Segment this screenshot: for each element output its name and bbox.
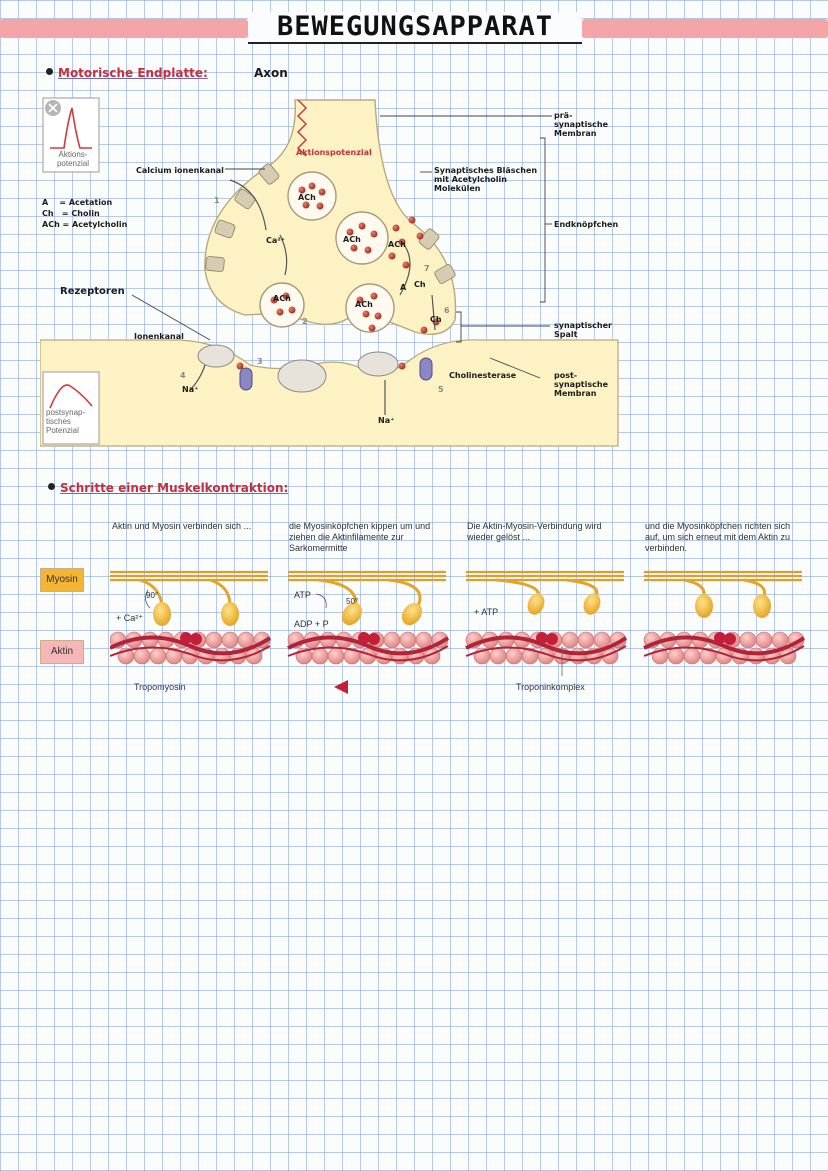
label-ch-2: Ch (430, 315, 442, 324)
label-ca-muscle: + Ca²⁺ (116, 613, 144, 623)
label-ach-5: ACh (355, 300, 373, 309)
muscle-panels (110, 566, 810, 676)
muscle-panel-4 (644, 572, 804, 664)
legend-ch: Ch = Cholin (42, 209, 100, 218)
step-number-7: 7 (424, 264, 430, 273)
label-50-deg: 50° (346, 597, 359, 606)
label-aktionspotenzial: Aktionspotenzial (296, 148, 372, 157)
label-ach-3: ACh (388, 240, 406, 249)
label-aktions-icon: Aktions- potenzial (56, 150, 90, 168)
title-bar-left (0, 19, 248, 38)
pull-arrow-head (334, 680, 350, 694)
postsynaptic-cell (40, 340, 618, 446)
step-number-3: 3 (257, 357, 263, 366)
presynaptic-terminal (205, 100, 456, 334)
label-ach-2: ACh (343, 235, 361, 244)
page-title: BEWEGUNGSAPPARAT (248, 12, 582, 44)
label-90-deg: 90° (146, 591, 159, 600)
endplate-diagram (40, 60, 620, 450)
step-number-5: 5 (438, 385, 444, 394)
label-ionenkanal: Ionenkanal (134, 332, 184, 341)
label-cholinesterase: Cholinesterase (449, 371, 517, 380)
step-number-2: 2 (302, 317, 308, 326)
label-postsyn-icon: postsynap- tisches Potenzial (46, 408, 86, 435)
label-ach-1: ACh (298, 193, 316, 202)
endplate-svg (40, 60, 620, 450)
step-number-4: 4 (180, 371, 186, 380)
label-prae-membran: prä- synaptische Membran (554, 111, 608, 138)
step-number-1: 1 (214, 196, 220, 205)
step-caption-3: Die Aktin-Myosin-Verbindung wird wieder gelöst ... (467, 521, 602, 542)
label-na-1: Na⁺ (182, 385, 199, 394)
label-adp: ADP + P (294, 619, 329, 629)
step-caption-4: und die Myosinköpfchen richten sich auf, um sich erneut mit dem Aktin zu verbinden. (645, 521, 791, 553)
legend-a: A = Acetation (42, 198, 113, 207)
label-tropomyosin: Tropomyosin (134, 682, 186, 692)
step-number-6: 6 (444, 306, 450, 315)
label-calcium-channel: Calcium ionenkanal (136, 166, 224, 175)
label-atp: ATP (294, 590, 311, 600)
legend-aktin: Aktin (40, 640, 84, 664)
section-heading-endplate: Motorische Endplatte: (58, 66, 208, 80)
label-na-2: Na⁺ (378, 416, 395, 425)
label-rezeptoren: Rezeptoren (60, 286, 125, 297)
label-ach-4: ACh (273, 294, 291, 303)
title-bar-right (582, 19, 828, 38)
label-vesicle: Synaptisches Bläschen mit Acetylcholin Molekülen (434, 166, 538, 193)
bullet (48, 483, 55, 490)
legend-ach: ACh = Acetylcholin (42, 220, 128, 229)
label-ca: Ca²⁺ (266, 236, 285, 245)
step-caption-1: Aktin und Myosin verbinden sich ... (112, 521, 252, 531)
label-plus-atp: + ATP (474, 607, 499, 617)
section-heading-muscle: Schritte einer Muskelkontraktion: (60, 481, 289, 495)
legend-myosin: Myosin (40, 568, 84, 592)
label-ch-1: Ch (414, 280, 426, 289)
label-synaptischer-spalt: synaptischer Spalt (554, 321, 612, 339)
label-a: A (400, 283, 407, 292)
label-endknoepfchen: Endknöpfchen (554, 220, 619, 229)
label-troponinkomplex: Troponinkomplex (516, 682, 585, 692)
label-post-membran: post- synaptische Membran (554, 371, 608, 398)
step-caption-2: die Myosinköpfchen kippen um und ziehen die Aktinfilamente zur Sarkomermitte (289, 521, 431, 553)
muscle-panel-3 (466, 572, 626, 676)
label-axon: Axon (254, 66, 288, 80)
